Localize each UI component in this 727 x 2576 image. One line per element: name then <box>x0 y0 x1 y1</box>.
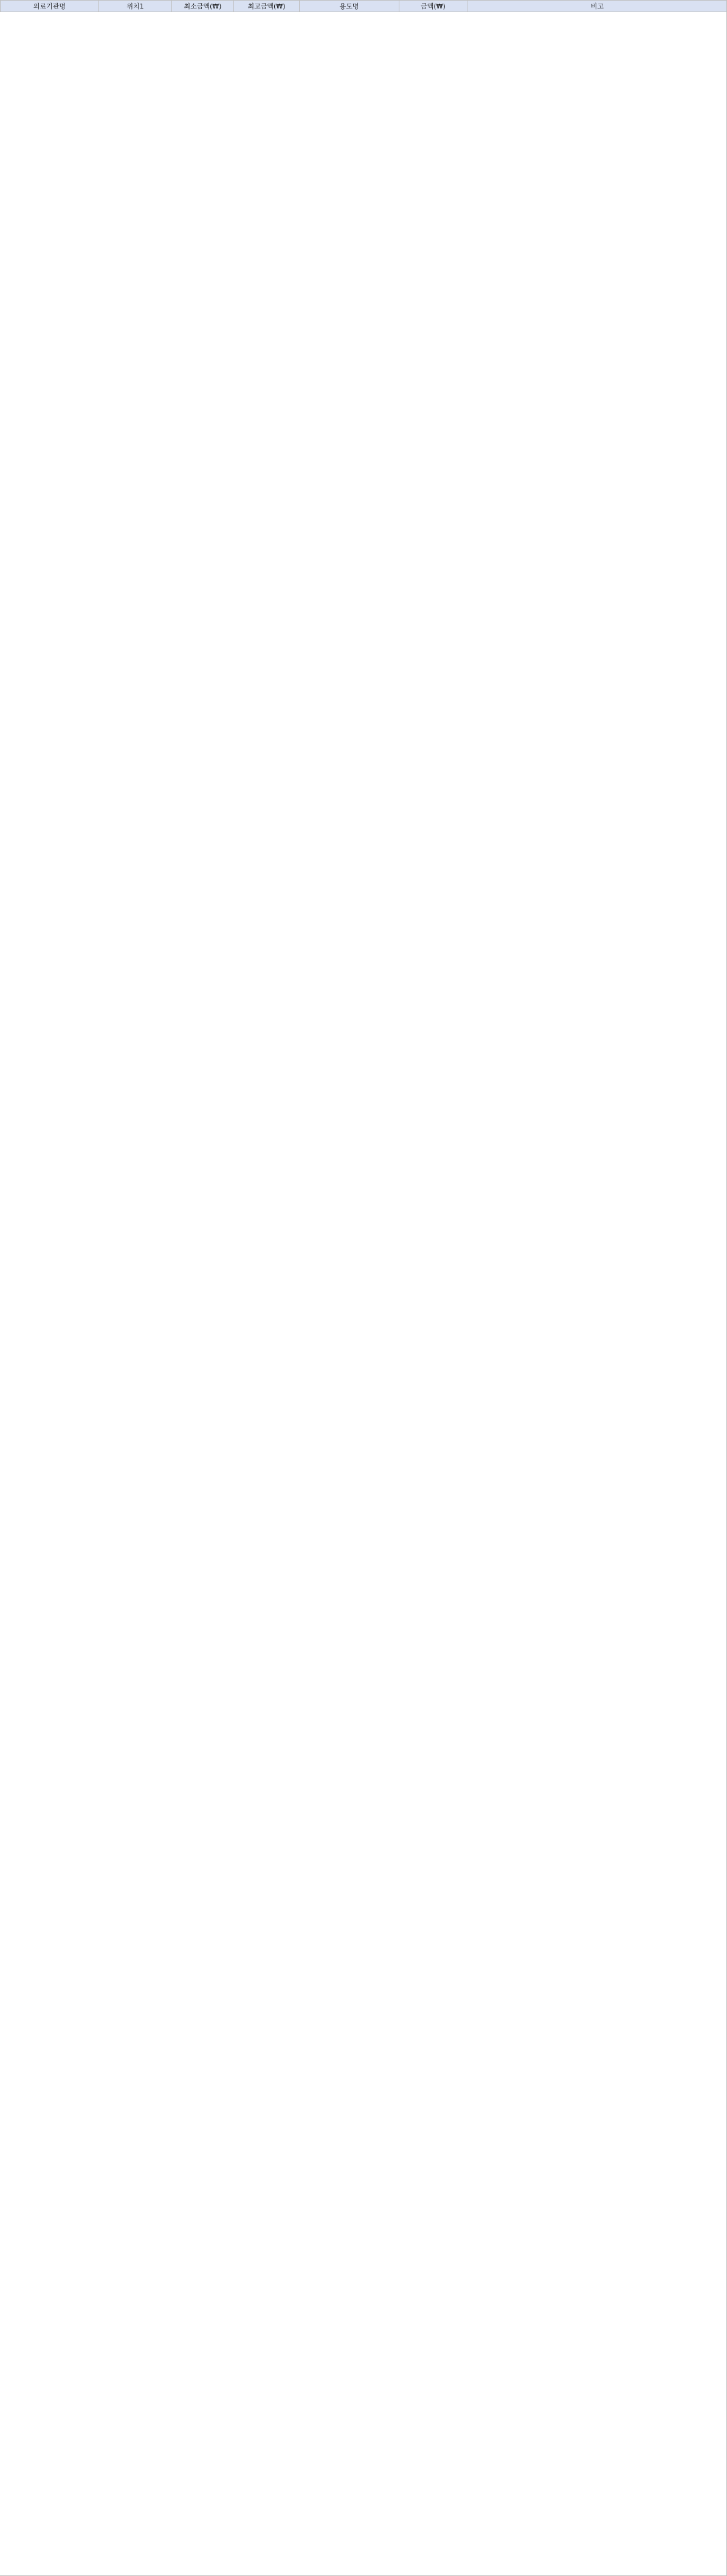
header-usage-name[interactable]: 용도명 <box>300 1 399 12</box>
header-row <box>1 1 727 12</box>
header-max-price[interactable]: 최고금액(₩) <box>234 1 300 12</box>
header-min-price[interactable]: 최소금액(₩) <box>172 1 234 12</box>
header-clinic-name[interactable]: 의료기관명 <box>1 1 99 12</box>
header-amount[interactable]: 금액(₩) <box>399 1 467 12</box>
price-table <box>0 0 727 12</box>
header-location[interactable]: 위치1 <box>99 1 172 12</box>
header-remarks[interactable]: 비고 <box>467 1 727 12</box>
